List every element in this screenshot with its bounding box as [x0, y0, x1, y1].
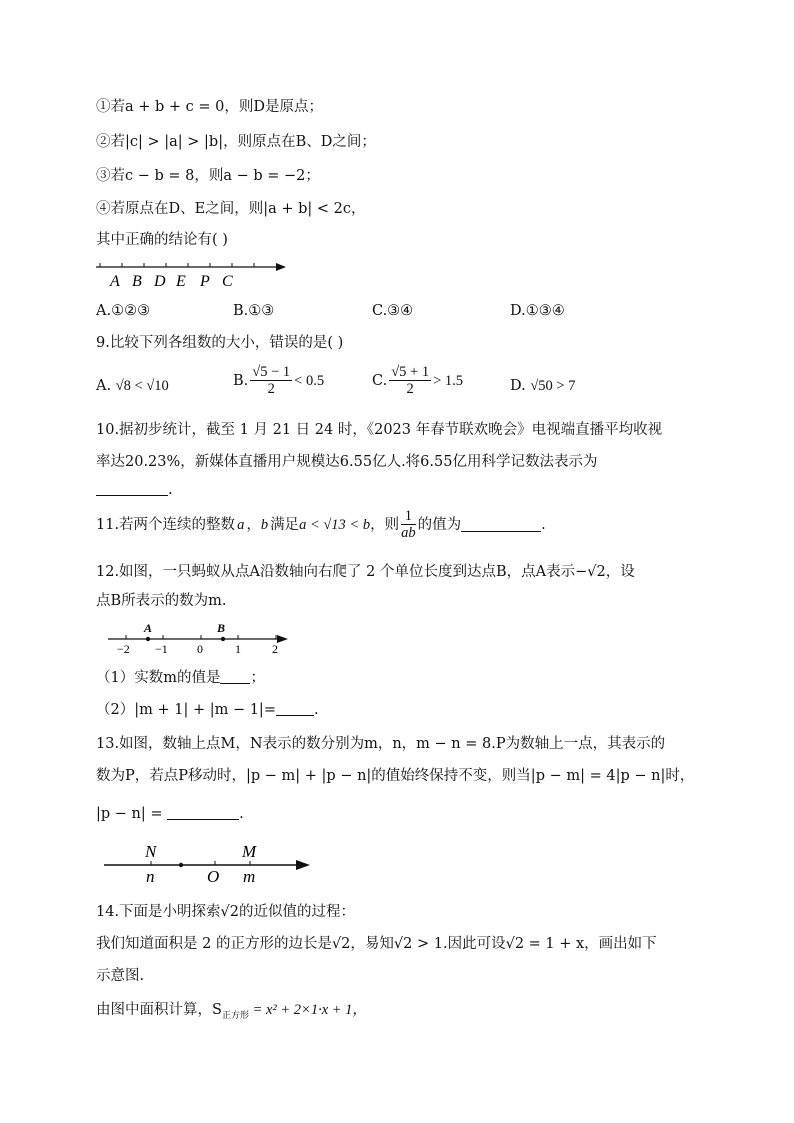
q12-tick-neg1: −1 — [155, 642, 168, 656]
q12-tick-neg2: −2 — [117, 642, 130, 656]
q11-pre: 11.若两个连续的整数 — [96, 516, 236, 533]
q9-option-b-numerator: √5 − 1 — [252, 364, 291, 380]
q9-option-c-numerator: √5 + 1 — [391, 364, 430, 380]
q9-option-b — [233, 364, 324, 397]
q12-sub-1 — [96, 668, 265, 688]
q12-point-a-dot — [146, 637, 150, 641]
q12-sub2-blank — [276, 701, 314, 716]
q12-number-line — [104, 618, 304, 658]
q10-answer-blank — [96, 481, 168, 496]
q13-line-2: 数为P，若点P移动时，|p − m| + |p − n|的值始终保持不变，则当|p − m| = 4|p − n|时， — [96, 768, 695, 784]
q13-label-m-upper: M — [242, 842, 257, 861]
q9-option-b-tail: < 0.5 — [294, 372, 325, 389]
q13-label-origin: O — [207, 867, 220, 886]
q8-statement-3: ③若c − b = 8，则a − b = −2； — [96, 168, 320, 184]
q12-point-b-dot — [221, 637, 225, 641]
q9-option-b-fraction — [250, 364, 292, 397]
q14-line-1: 14.下面是小明探索√2的近似值的过程： — [96, 904, 356, 920]
q13-line-3 — [96, 804, 244, 824]
q8-axis-label-a: A — [110, 273, 120, 290]
q11-fraction — [401, 508, 416, 541]
q13-label-n-upper: N — [145, 842, 157, 861]
q9-option-b-label: B. — [233, 372, 249, 389]
q9-option-c-tail: > 1.5 — [433, 372, 464, 389]
q10-answer-line — [96, 480, 173, 500]
q11-var-a: a — [237, 516, 245, 533]
q8-axis-label-p: P — [200, 273, 210, 290]
q13-number-line — [100, 838, 320, 888]
q11-inequality: a < √13 < b — [299, 516, 371, 533]
q8-number-line — [94, 254, 294, 294]
q13-line3-end: . — [239, 806, 244, 822]
q12-sub2-end: . — [313, 702, 319, 718]
q12-sub1-pre: （1）实数m的值是 — [96, 670, 221, 686]
q11-frac-num: 1 — [401, 508, 416, 525]
q8-axis-label-e: E — [176, 273, 186, 290]
q12-sub1-end: ； — [250, 670, 265, 686]
q11-line: 11.若两个连续的整数 a ， b 满足 a < √13 < b ，则 $\frac{1}{ab}$ 的值为 . — [96, 508, 546, 541]
q13-label-m-lower: m — [243, 867, 256, 886]
q12-sub2-pre: （2）|m + 1| + |m − 1|= — [96, 702, 276, 718]
q10-line-1: 10.据初步统计，截至 1 月 21 日 24 时，《2023 年春节联欢晚会》电视端直播平均收视 — [96, 422, 663, 438]
q12-tick-2: 2 — [272, 642, 278, 656]
q10-line-2: 率达20.23%，新媒体直播用户规模达6.55亿人.将6.55亿用科学记数法表示为 — [96, 454, 598, 470]
q9-option-d-expr: √50 > 7 — [530, 378, 576, 394]
q12-point-b-label: B — [217, 621, 226, 635]
q13-point-p-dot — [179, 863, 183, 867]
q12-line-1: 12.如图，一只蚂蚁从点A沿数轴向右爬了 2 个单位长度到达点B，点A表示−√2，设 — [96, 564, 635, 580]
q12-line-2: 点B所表示的数为m. — [96, 593, 227, 609]
q9-option-a — [96, 376, 169, 396]
q10-line-3-end: . — [168, 482, 173, 498]
q14-line-4 — [96, 1000, 367, 1026]
q9-option-d — [510, 376, 575, 396]
q14-line4-pre: 由图中面积计算，S — [96, 1002, 222, 1018]
q9-option-a-expr: √8 < √10 — [115, 378, 169, 394]
q9-option-c-denominator: 2 — [406, 381, 414, 397]
q13-label-n-lower: n — [146, 867, 155, 886]
q9-stem: 9.比较下列各组数的大小，错误的是( ) — [96, 335, 344, 351]
q8-option-a: A.①②③ — [96, 303, 151, 319]
q11-end: . — [541, 516, 546, 533]
q13-line-1: 13.如图，数轴上点M，N表示的数分别为m，n，m − n = 8.P为数轴上一点，其表示的 — [96, 736, 666, 752]
q8-option-c: C.③④ — [372, 303, 414, 319]
q9-option-c — [372, 364, 463, 397]
q8-statement-2: ②若|c| > |a| > |b|，则原点在B、D之间； — [96, 134, 376, 150]
q14-line-2: 我们知道面积是 2 的正方形的边长是√2，易知√2 > 1.因此可设√2 = 1 + x，画出如下 — [96, 936, 657, 952]
q8-axis-label-b: B — [132, 273, 142, 290]
q9-option-c-label: C. — [372, 372, 388, 389]
q13-line3-pre: |p − n| = — [96, 806, 163, 822]
q9-option-a-label: A. — [96, 378, 112, 394]
q11-frac-den: ab — [401, 525, 416, 541]
q14-line4-sub: 正方形 — [221, 1010, 249, 1021]
q9-option-b-denominator: 2 — [267, 381, 275, 397]
q12-tick-0: 0 — [197, 642, 203, 656]
q8-axis-label-d: D — [154, 273, 166, 290]
q11-answer-blank — [461, 517, 541, 532]
q12-point-a-label: A — [144, 621, 153, 635]
q8-statement-4: ④若原点在D、E之间，则|a + b| < 2c， — [96, 201, 366, 217]
q8-statement-1: ①若a + b + c = 0，则D是原点； — [96, 99, 324, 115]
q14-line4-post: = x² + 2×1·x + 1， — [248, 1002, 367, 1018]
q9-option-c-fraction — [389, 364, 431, 397]
q14-line-3: 示意图. — [96, 968, 145, 984]
q9-option-d-label: D. — [510, 378, 526, 394]
q12-tick-1: 1 — [235, 642, 241, 656]
q8-axis-label-c: C — [222, 273, 233, 290]
q12-sub1-blank — [220, 669, 250, 684]
q8-option-d: D.①③④ — [510, 303, 565, 319]
q12-sub-2 — [96, 700, 319, 720]
q11-then: ，则 — [370, 516, 400, 533]
q8-prompt: 其中正确的结论有( ) — [96, 232, 228, 248]
q11-post: 的值为 — [417, 516, 462, 533]
q11-mid: 满足 — [270, 516, 300, 533]
q8-option-b: B.①③ — [233, 303, 275, 319]
q13-answer-blank — [167, 805, 239, 820]
q11-var-b: b — [260, 516, 269, 533]
